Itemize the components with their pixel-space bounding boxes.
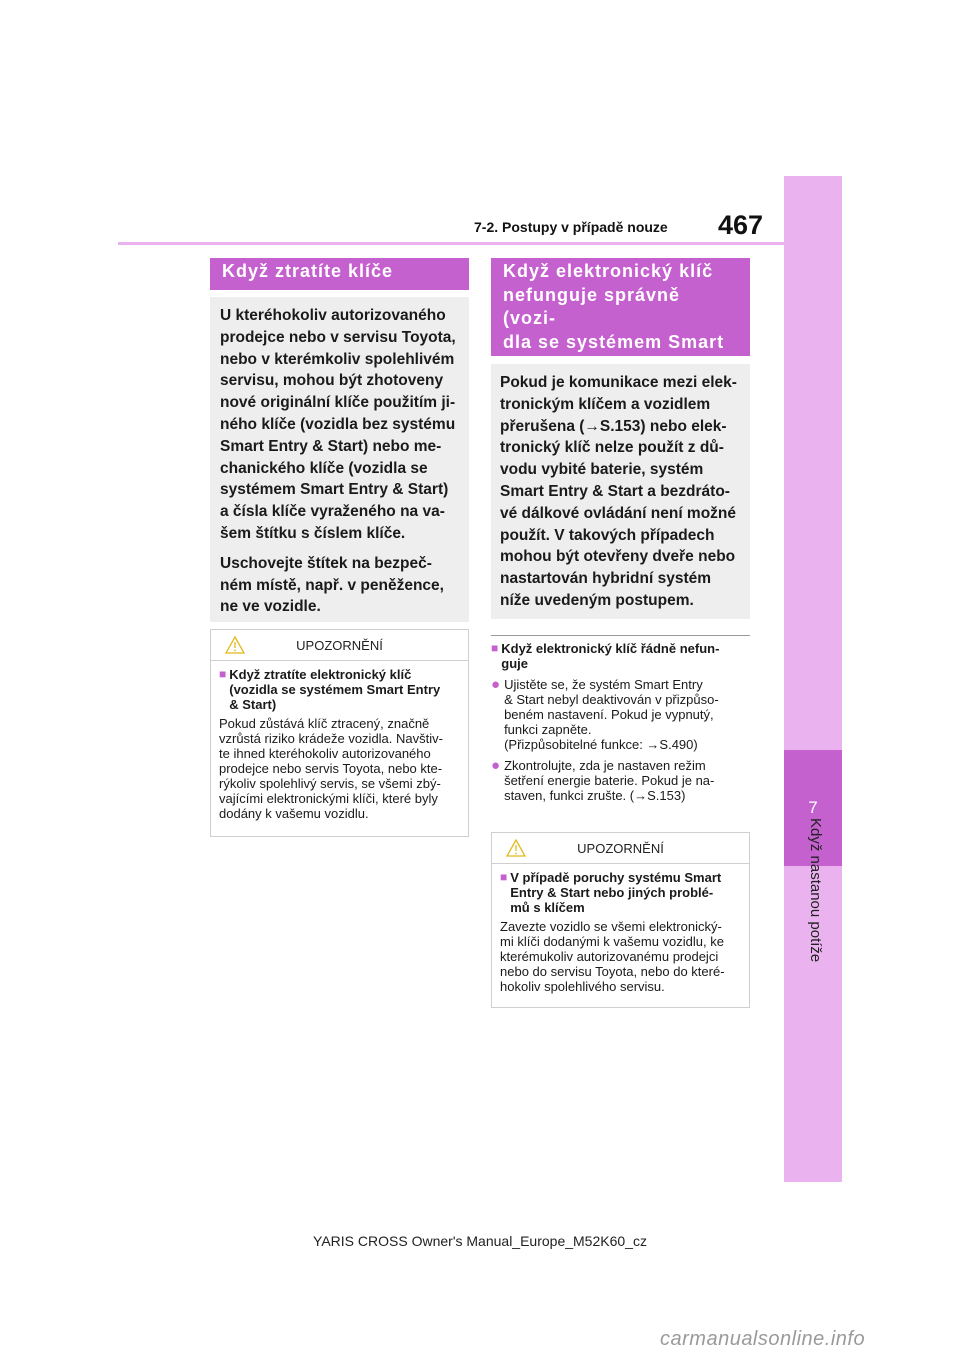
text-line: vé dálkové ovládání není možné (500, 504, 737, 522)
text-line: Uschovejte štítek na bezpeč- (220, 554, 432, 572)
bullet-item-2 (491, 758, 753, 803)
text-line: níže uvedeným postupem. (500, 591, 694, 609)
warning-text (500, 919, 741, 994)
warning-label: UPOZORNĚNÍ (296, 637, 383, 653)
subsection-heading (491, 641, 753, 671)
text-line: dodány k vašemu vozidlu. (219, 806, 369, 821)
right-subsection (491, 641, 753, 803)
right-heading (491, 258, 750, 356)
text-line: staven, funkci zrušte. (→S.153) (504, 788, 686, 803)
left-info-paragraph-2 (220, 553, 469, 618)
page-number: 467 (718, 210, 764, 240)
left-info-paragraph-1 (220, 305, 469, 545)
warning-text (219, 716, 460, 821)
text-line: tronický klíč nelze použít z dů- (500, 439, 724, 457)
text-line: servisu, mohou být zhotoveny (220, 372, 444, 390)
text-line: prodejce nebo servis Toyota, nebo kte- (219, 761, 443, 776)
text-line: nebo do servisu Toyota, nebo do které- (500, 964, 725, 979)
warning-header (211, 630, 468, 661)
text-line: mů s klíčem (510, 900, 585, 915)
text-line: V případě poruchy systému Smart (510, 870, 722, 885)
text-line: (Přizpůsobitelné funkce: →S.490) (504, 737, 698, 752)
warning-body (492, 864, 749, 994)
left-warning-box (210, 629, 469, 837)
left-info-panel (210, 297, 469, 622)
text-line: vzrůstá riziko krádeže vozidla. Navštiv- (219, 731, 443, 746)
section-title: 7-2. Postupy v případě nouze (474, 219, 668, 235)
text-line: Zavezte vozidlo se všemi elektronický- (500, 919, 722, 934)
text-line: (vozidla se systémem Smart Entry (229, 682, 441, 697)
warning-triangle-icon (506, 839, 526, 857)
text-line: ného klíče (vozidla bez systému (220, 415, 456, 433)
text-line: Pokud zůstává klíč ztracený, značně (219, 716, 430, 731)
page-footer: YARIS CROSS Owner's Manual_Europe_M52K60_cz (313, 1233, 647, 1249)
text-line: beném nastavení. Pokud je vypnutý, (504, 707, 714, 722)
text-line: rýkoliv spolehlivý servis, se všemi zbý- (219, 776, 441, 791)
text-line: Ujistěte se, že systém Smart Entry (504, 677, 703, 692)
text-line: šem štítku s číslem klíče. (220, 524, 406, 542)
text-line: Pokud je komunikace mezi elek- (500, 374, 737, 391)
text-line: použít. V takových případech (500, 526, 715, 544)
text-line: vodu vybité baterie, systém (500, 461, 704, 479)
chapter-side-tab (784, 176, 842, 1182)
text-line: Smart Entry & Start a bezdráto- (500, 482, 730, 500)
text-line: vajícími elektronickými klíči, které byly (219, 791, 438, 806)
text-line: Entry & Start nebo jiných problé- (510, 885, 714, 900)
text-line: nebo v kterémkoliv spolehlivém (220, 350, 455, 368)
text-line: funkci zapněte. (504, 722, 592, 737)
chapter-title: Když nastanou potíže (807, 818, 824, 963)
left-heading (210, 258, 469, 290)
warning-label: UPOZORNĚNÍ (577, 840, 664, 856)
heading-line: Když elektronický klíč (503, 261, 714, 281)
warning-title (219, 667, 460, 712)
text-line: šetření energie baterie. Pokud je na- (504, 773, 715, 788)
text-line: guje (501, 656, 528, 671)
chapter-number: 7 (784, 750, 842, 866)
text-line: Když ztratíte elektronický klíč (229, 667, 412, 682)
text-line: tronickým klíčem a vozidlem (500, 395, 711, 413)
text-line: mohou být otevřeny dveře nebo (500, 548, 736, 566)
text-line: chanického klíče (vozidla se (220, 459, 428, 477)
right-warning-box (491, 832, 750, 1008)
text-line: mi klíči dodanými k vašemu vozidlu, ke (500, 934, 724, 949)
text-line: ne ve vozidle. (220, 598, 321, 616)
round-bullet-icon: ● (491, 676, 501, 693)
header-rule (118, 242, 784, 245)
text-line: kterémukoliv autorizovanému prodejci (500, 949, 719, 964)
heading-line: nefunguje správně (vozi- (503, 284, 681, 328)
watermark-text: carmanualsonline.info (660, 1328, 866, 1350)
text-line: systémem Smart Entry & Start) (220, 481, 449, 499)
text-line: nové originální klíče použitím ji- (220, 394, 456, 412)
heading-line: dla se systémem Smart (503, 331, 725, 352)
text-line: nastartován hybridní systém (500, 570, 712, 588)
text-line: Když elektronický klíč řádně nefun- (501, 641, 720, 656)
subsection-rule (491, 635, 750, 636)
text-line: ném místě, např. v peněžence, (220, 576, 444, 594)
text-line: přerušena (→S.153) nebo elek- (500, 417, 727, 435)
text-line: a čísla klíče vyraženého na va- (220, 503, 445, 521)
warning-header (492, 833, 749, 864)
round-bullet-icon: ● (491, 757, 501, 774)
text-line: Smart Entry & Start) nebo me- (220, 437, 442, 455)
warning-title (500, 870, 741, 915)
text-line: U kteréhokoliv autorizovaného (220, 307, 446, 324)
square-bullet-icon: ■ (219, 667, 227, 681)
text-line: Zkontrolujte, zda je nastaven režim (504, 758, 706, 773)
square-bullet-icon: ■ (500, 870, 508, 884)
left-heading-text: Když ztratíte klíče (222, 261, 394, 281)
warning-body (211, 661, 468, 821)
bullet-item-1 (491, 677, 753, 752)
text-line: prodejce nebo v servisu Toyota, (220, 328, 456, 346)
text-line: & Start nebyl deaktivován v přizpůso- (504, 692, 719, 707)
text-line: & Start) (229, 697, 277, 712)
text-line: hokoliv spolehlivého servisu. (500, 979, 665, 994)
right-info-panel (491, 364, 750, 619)
warning-triangle-icon (225, 636, 245, 654)
text-line: te ihned kteréhokoliv autorizovaného (219, 746, 431, 761)
square-bullet-icon: ■ (491, 641, 499, 655)
